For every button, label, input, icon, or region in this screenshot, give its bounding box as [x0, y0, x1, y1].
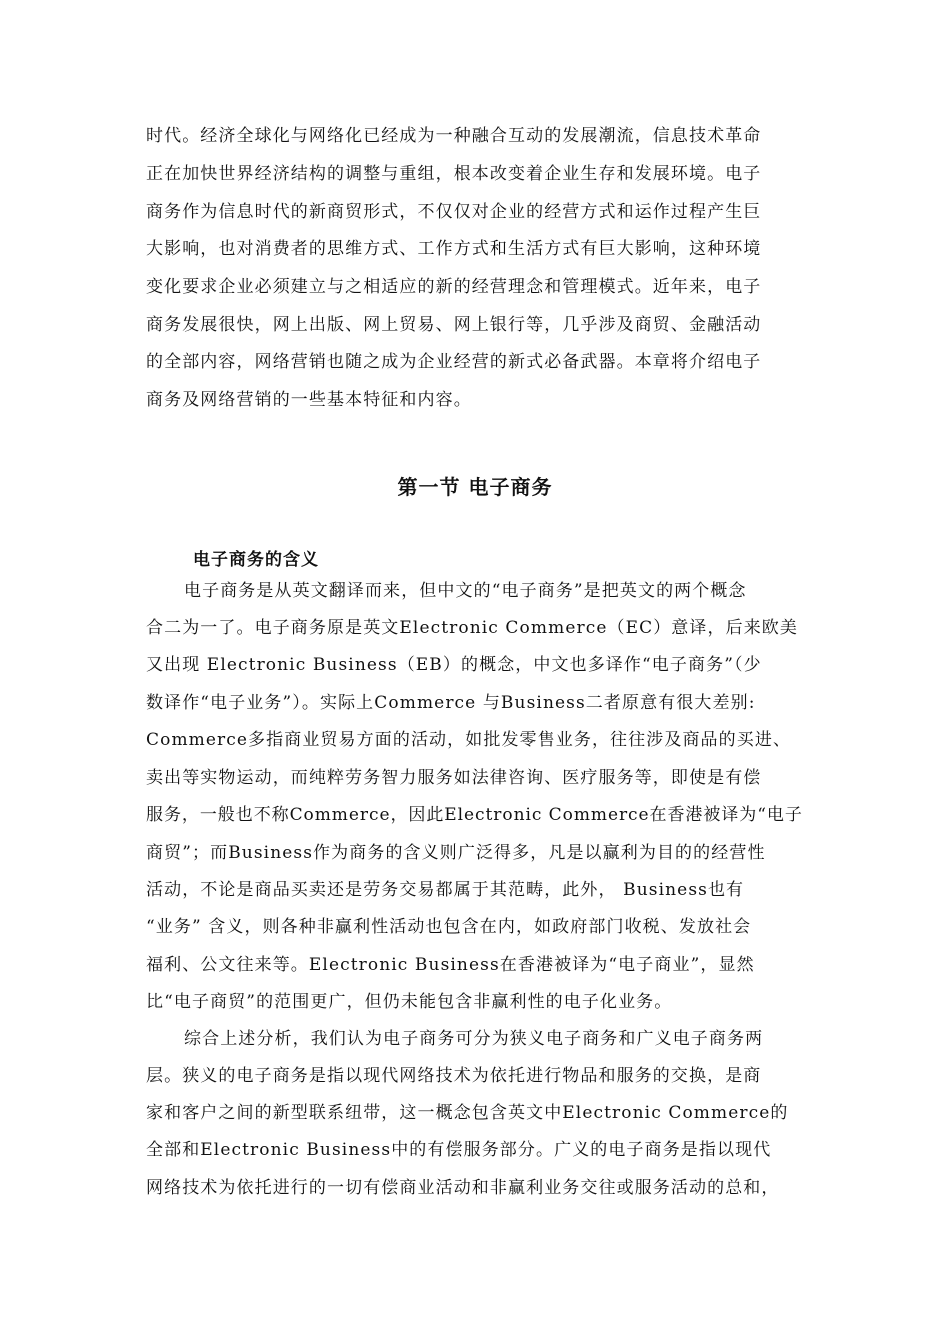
intro-line-1: 时代。经济全球化与网络化已经成为一种融合互动的发展潮流，信息技术革命	[146, 126, 762, 146]
paragraph2-line-1: 综合上述分析，我们认为电子商务可分为狭义电子商务和广义电子商务两	[184, 1029, 764, 1049]
paragraph1-line-2: 合二为一了。电子商务原是英文Electronic Commerce（EC）意译，后来欧美	[146, 618, 798, 638]
paragraph2-line-2: 层。狭义的电子商务是指以现代网络技术为依托进行物品和服务的交换，是商	[146, 1066, 762, 1086]
paragraph1-line-1: 电子商务是从英文翻译而来，但中文的“电子商务”是把英文的两个概念	[184, 581, 747, 601]
paragraph1-line-10: “业务” 含义，则各种非赢利性活动也包含在内，如政府部门收税、发放社会	[146, 917, 752, 937]
paragraph2-line-3: 家和客户之间的新型联系纽带，这一概念包含英文中Electronic Commerce的	[146, 1103, 789, 1123]
paragraph1-line-5: Commerce多指商业贸易方面的活动，如批发零售业务，往往涉及商品的买进、	[146, 730, 792, 750]
intro-line-8: 商务及网络营销的一些基本特征和内容。	[146, 390, 472, 410]
paragraph2-line-4: 全部和Electronic Business中的有偿服务部分。广义的电子商务是指以现代	[146, 1140, 772, 1160]
intro-line-6: 商务发展很快，网上出版、网上贸易、网上银行等，几乎涉及商贸、金融活动	[146, 315, 762, 335]
paragraph2-line-5: 网络技术为依托进行的一切有偿商业活动和非赢利业务交往或服务活动的总和，	[146, 1178, 780, 1198]
paragraph1-line-3: 又出现 Electronic Business（EB）的概念，中文也多译作“电子商务”（少	[146, 655, 762, 675]
paragraph1-line-9: 活动，不论是商品买卖还是劳务交易都属于其范畴，此外， Business也有	[146, 880, 745, 900]
section-title: 第一节 电子商务	[397, 475, 553, 499]
paragraph1-line-12: 比“电子商贸”的范围更广，但仍未能包含非赢利性的电子化业务。	[146, 992, 673, 1012]
paragraph1-line-6: 卖出等实物运动，而纯粹劳务智力服务如法律咨询、医疗服务等，即使是有偿	[146, 768, 762, 788]
paragraph1-line-11: 福利、公文往来等。Electronic Business在香港被译为“电子商业”，显然	[146, 955, 755, 975]
intro-line-5: 变化要求企业必须建立与之相适应的新的经营理念和管理模式。近年来，电子	[146, 277, 762, 297]
subsection-title: 电子商务的含义	[193, 550, 319, 570]
intro-line-3: 商务作为信息时代的新商贸形式，不仅仅对企业的经营方式和运作过程产生巨	[146, 202, 762, 222]
paragraph1-line-7: 服务，一般也不称Commerce，因此Electronic Commerce在香港被译为“电子	[146, 805, 803, 825]
intro-line-4: 大影响，也对消费者的思维方式、工作方式和生活方式有巨大影响，这种环境	[146, 239, 762, 259]
paragraph1-line-8: 商贸”；而Business作为商务的含义则广泛得多，凡是以赢利为目的的经营性	[146, 843, 766, 863]
paragraph1-line-4: 数译作“电子业务”）。实际上Commerce 与Business二者原意有很大差别:	[146, 693, 756, 713]
intro-line-7: 的全部内容，网络营销也随之成为企业经营的新式必备武器。本章将介绍电子	[146, 352, 762, 372]
intro-line-2: 正在加快世界经济结构的调整与重组，根本改变着企业生存和发展环境。电子	[146, 164, 762, 184]
